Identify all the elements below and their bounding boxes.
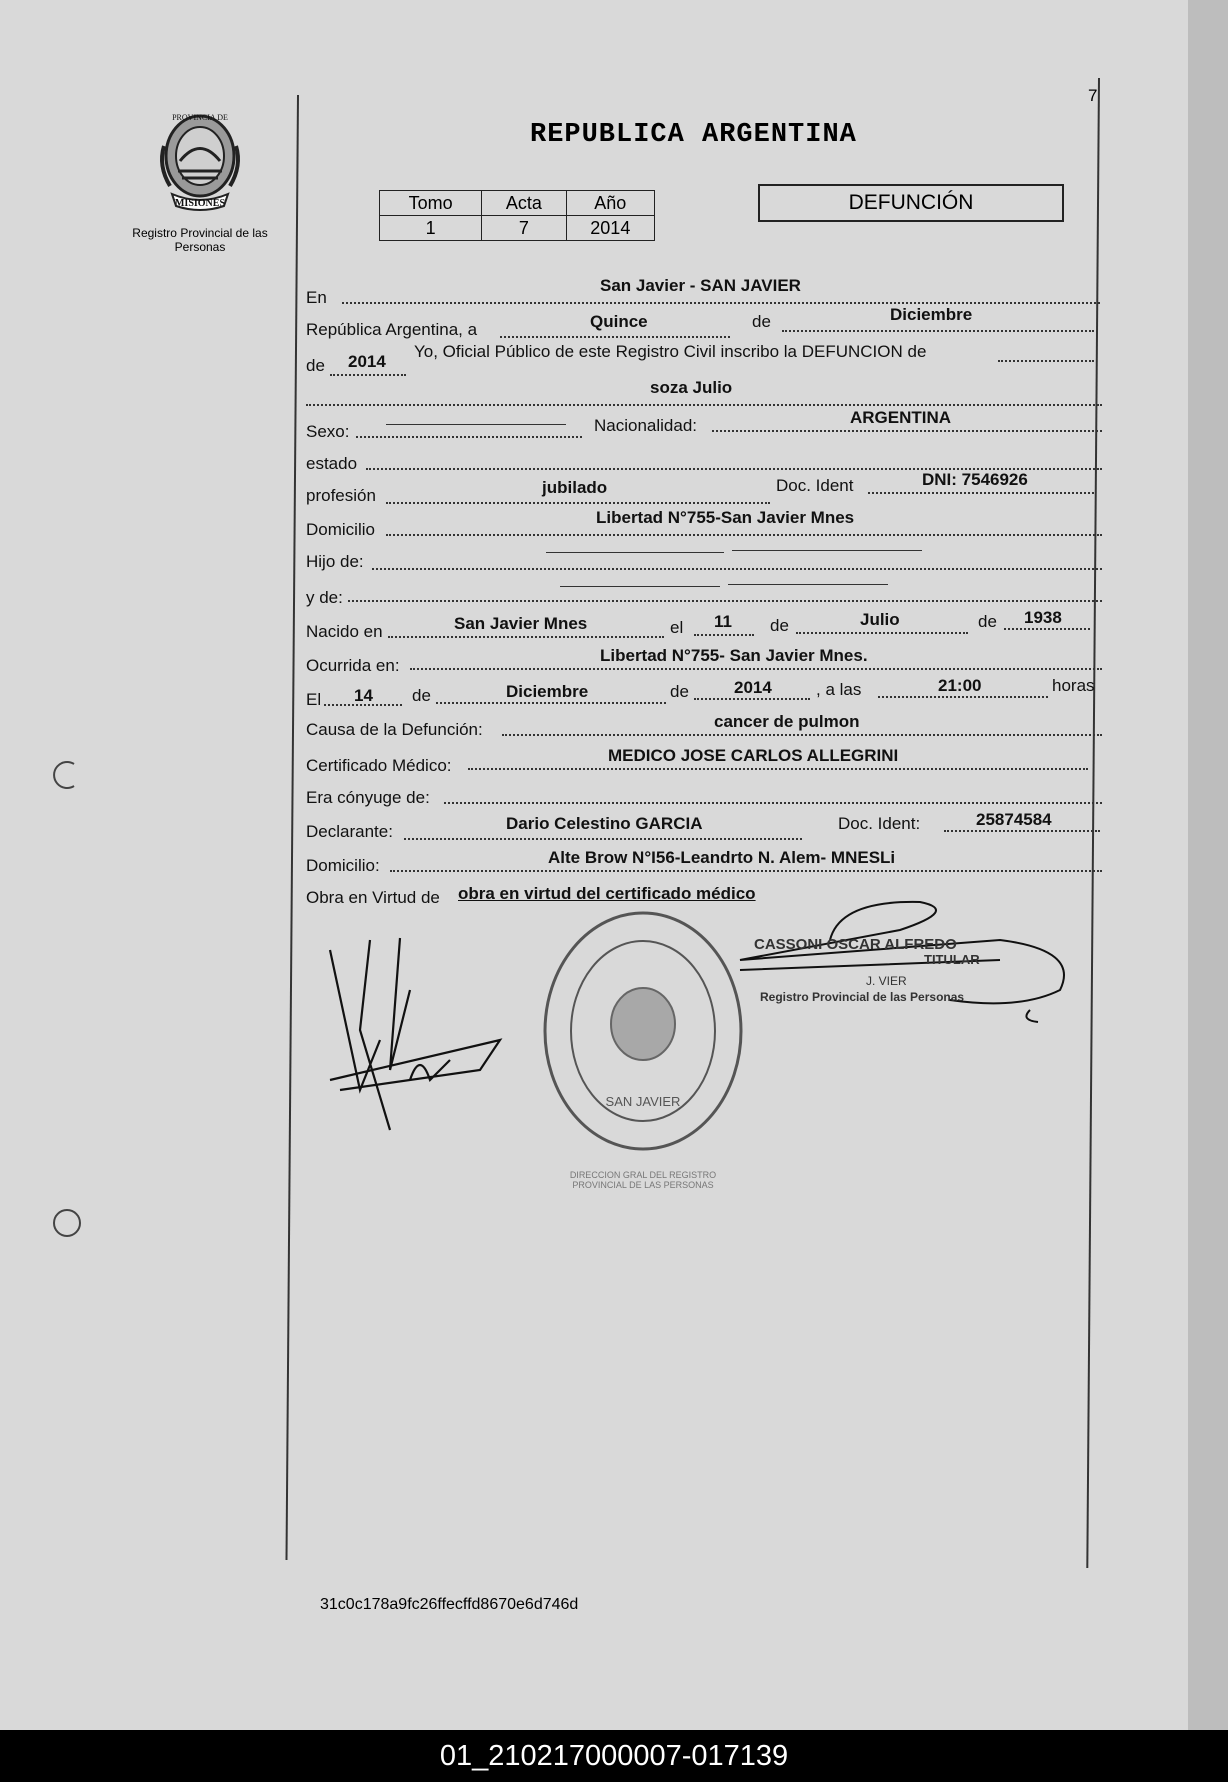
def-mes-value: Diciembre: [506, 682, 589, 701]
nacionalidad-value: ARGENTINA: [850, 408, 952, 427]
decl-dom-label: Domicilio:: [306, 856, 380, 875]
sexo-dash: [386, 424, 566, 425]
lugar-value: San Javier - SAN JAVIER: [600, 276, 801, 295]
declarante-label: Declarante:: [306, 822, 393, 841]
svg-text:SAN JAVIER: SAN JAVIER: [605, 1094, 681, 1109]
sexo-dotted-line: [356, 436, 582, 438]
certificado-value: MEDICO JOSE CARLOS ALLEGRINI: [608, 746, 899, 765]
nac-dia-value: 11: [714, 612, 732, 631]
nac-dia-dotted-line: [694, 634, 754, 636]
republica-label: República Argentina, a: [306, 320, 478, 339]
en-label: En: [306, 288, 327, 307]
certificado-label: Certificado Médico:: [306, 756, 452, 775]
de-label: de: [752, 312, 771, 331]
tomo-header: Tomo: [380, 191, 482, 216]
nombre-dotted-line: [306, 404, 1102, 406]
hijo-dash-1: [546, 552, 724, 553]
yde-dash-2: [728, 584, 888, 585]
obra-label: Obra en Virtud de: [306, 888, 440, 907]
obra-value: obra en virtud del certificado médico: [458, 884, 756, 903]
domicilio-dotted-line: [386, 534, 1102, 536]
decl-doc-label: Doc. Ident:: [838, 814, 921, 833]
decl-doc-value: 25874584: [976, 810, 1052, 829]
el2-label: El: [306, 690, 322, 709]
yde-dash-1: [560, 586, 720, 587]
nac-anio-value: 1938: [1024, 608, 1062, 627]
profesion-dotted-line: [386, 502, 770, 504]
nac-mes-value: Julio: [860, 610, 900, 629]
def-dia-value: 14: [354, 686, 373, 705]
hora-value: 21:00: [938, 676, 982, 695]
de3-label: de: [770, 616, 789, 635]
de5-label: de: [412, 686, 431, 705]
nombre-value: soza Julio: [650, 378, 733, 397]
dia-dotted-line: [500, 336, 730, 338]
punch-hole-icon: [50, 1206, 84, 1240]
estado-label: estado: [306, 454, 358, 473]
sexo-label: Sexo:: [306, 422, 350, 441]
hijo-dotted-line: [372, 568, 1102, 570]
de6-label: de: [670, 682, 689, 701]
seal-text: DIRECCION GRAL DEL REGISTRO PROVINCIAL DE LAS PERSONAS: [569, 1170, 717, 1190]
nacido-label: Nacido en: [306, 622, 383, 641]
provincia-misiones-coat-of-arms: [150, 106, 250, 214]
inscripcion-dotted-line: [998, 360, 1094, 362]
nacido-dotted-line: [388, 636, 664, 638]
anio-header: Año: [566, 191, 654, 216]
inscripcion-text: Yo, Oficial Público de este Registro Civil inscribo la DEFUNCION de: [414, 342, 927, 361]
declarante-dotted-line: [404, 838, 802, 840]
official-signature: [700, 890, 1080, 1030]
svg-text:MISIONES: MISIONES: [174, 198, 226, 209]
anio-value: 2014: [348, 352, 386, 371]
nac-mes-dotted-line: [796, 632, 968, 634]
dia-value: Quince: [590, 312, 648, 331]
tomo-acta-anio-table: [379, 190, 655, 241]
acta-header: Acta: [482, 191, 566, 216]
hijo-dash-2: [732, 550, 922, 551]
document-type-box: DEFUNCIÓN: [758, 184, 1064, 222]
official-line3: J. VIER: [866, 974, 907, 988]
doc-ident-label: Doc. Ident: [776, 476, 854, 495]
nacido-value: San Javier Mnes: [454, 614, 588, 633]
ocurrida-label: Ocurrida en:: [306, 656, 400, 675]
decl-doc-dotted-line: [944, 830, 1100, 832]
yde-dotted-line: [348, 600, 1102, 602]
nacionalidad-label: Nacionalidad:: [594, 416, 698, 435]
nac-anio-dotted-line: [1004, 628, 1090, 630]
tomo-value: 1: [380, 216, 482, 241]
official-registry: Registro Provincial de las Personas: [760, 990, 965, 1004]
svg-text:PROVINCIA DE: PROVINCIA DE: [172, 113, 228, 122]
page-title: REPUBLICA ARGENTINA: [530, 120, 857, 150]
doc-ident-dotted-line: [868, 492, 1094, 494]
decl-dom-dotted-line: [390, 870, 1102, 872]
alas-label: , a las: [816, 680, 862, 699]
hora-dotted-line: [878, 696, 1048, 698]
punch-hole-icon: [48, 758, 82, 792]
mes-value: Diciembre: [890, 305, 973, 324]
yde-label: y de:: [306, 588, 343, 607]
declarante-value: Dario Celestino GARCIA: [506, 814, 703, 833]
causa-label: Causa de la Defunción:: [306, 720, 483, 739]
profesion-label: profesión: [306, 486, 376, 505]
certificado-dotted-line: [468, 768, 1088, 770]
horas-label: horas: [1052, 676, 1095, 695]
anio-value: 2014: [566, 216, 654, 241]
issuer-caption: Registro Provincial de las Personas: [132, 226, 268, 254]
official-title: TITULAR: [924, 952, 980, 967]
domicilio-label: Domicilio: [306, 520, 375, 539]
mes-dotted-line: [782, 330, 1094, 332]
page-number: 7: [1088, 86, 1098, 105]
profesion-value: jubilado: [542, 478, 608, 497]
anio-dotted-line: [330, 374, 406, 376]
ocurrida-dotted-line: [410, 668, 1102, 670]
hijo-label: Hijo de:: [306, 552, 364, 571]
doc-ident-value: DNI: 7546926: [922, 470, 1028, 489]
def-anio-dotted-line: [694, 698, 810, 700]
page-edge-shadow: [1188, 0, 1228, 1730]
nacionalidad-dotted-line: [712, 430, 1102, 432]
def-mes-dotted-line: [436, 702, 666, 704]
document-hash: 31c0c178a9fc26ffecffd8670e6d746d: [320, 1596, 579, 1613]
en-dotted-line: [342, 302, 1100, 304]
de2-label: de: [306, 356, 325, 375]
el-label: el: [670, 618, 684, 637]
decl-dom-value: Alte Brow N°I56-Leandrto N. Alem- MNESLi: [548, 848, 896, 867]
def-anio-value: 2014: [734, 678, 772, 697]
conyuge-dotted-line: [444, 802, 1102, 804]
domicilio-value: Libertad N°755-San Javier Mnes: [596, 508, 855, 527]
acta-value: 7: [482, 216, 566, 241]
de4-label: de: [978, 612, 997, 631]
conyuge-label: Era cónyuge de:: [306, 788, 430, 807]
causa-value: cancer de pulmon: [714, 712, 860, 731]
declarant-signature: [320, 930, 520, 1140]
official-name: CASSONI OSCAR ALFREDO: [754, 936, 957, 953]
scan-id-footer: 01_210217000007-017139: [0, 1730, 1228, 1782]
ocurrida-value: Libertad N°755- San Javier Mnes.: [600, 646, 868, 665]
causa-dotted-line: [502, 734, 1102, 736]
